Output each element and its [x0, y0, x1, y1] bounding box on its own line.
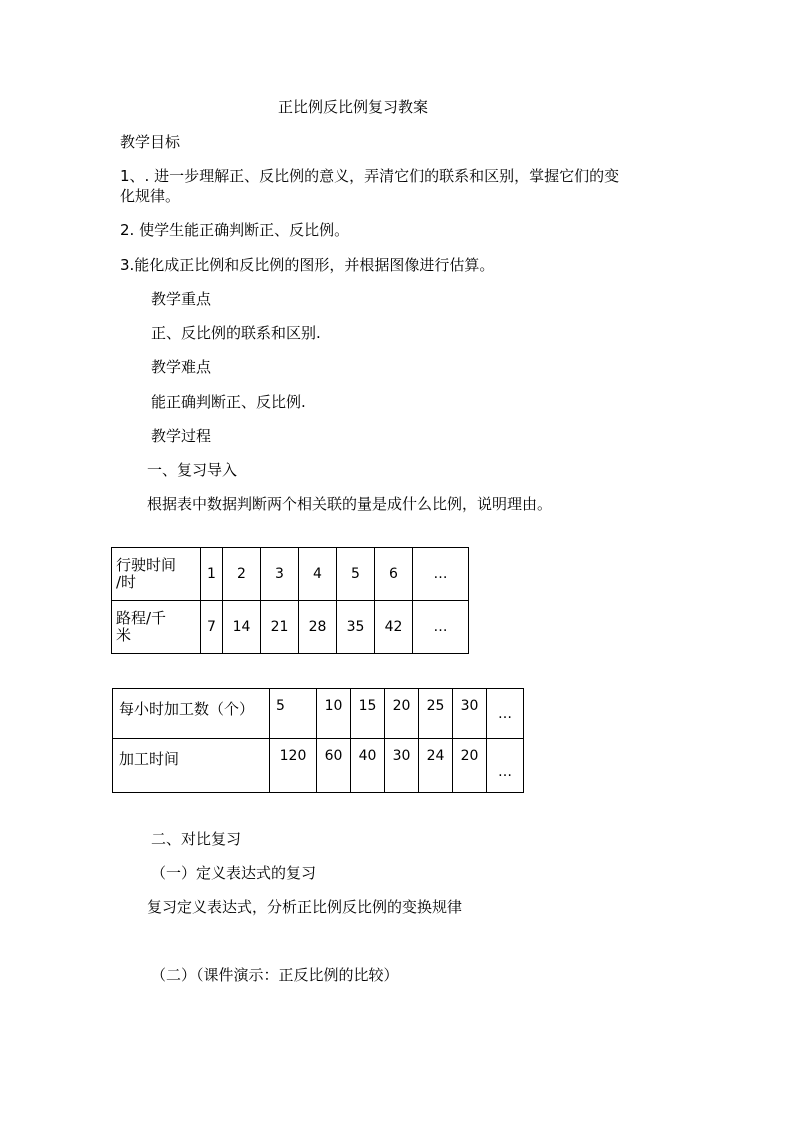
table-cell: 5 — [270, 689, 317, 739]
table-row — [112, 601, 469, 654]
table-row-header — [112, 548, 201, 601]
header-line: 米 — [116, 626, 132, 644]
table-cell-ellipsis: … — [487, 739, 524, 793]
difficulty-text: 能正确判断正、反比例. — [151, 393, 306, 411]
table-cell: 14 — [223, 601, 261, 654]
document-title: 正比例反比例复习教案 — [278, 98, 429, 116]
table-cell: 15 — [351, 689, 385, 739]
table-cell: 30 — [453, 689, 487, 739]
objective-1-line2: 化规律。 — [120, 187, 181, 205]
table-cell: 20 — [385, 689, 419, 739]
table-cell: 30 — [385, 739, 419, 793]
difficulty-heading: 教学难点 — [151, 358, 212, 376]
objectives-heading: 教学目标 — [120, 133, 181, 151]
production-rate-table — [112, 688, 524, 793]
table-cell: 1 — [201, 548, 223, 601]
table-cell-ellipsis: … — [413, 601, 469, 654]
table-row — [112, 548, 469, 601]
table-cell: 5 — [337, 548, 375, 601]
table-cell: 42 — [375, 601, 413, 654]
table-cell: 6 — [375, 548, 413, 601]
table-cell: 3 — [261, 548, 299, 601]
subsection-1-text: 复习定义表达式，分析正比例反比例的变换规律 — [147, 898, 463, 916]
key-points-text: 正、反比例的联系和区别. — [151, 324, 321, 342]
table-cell: 21 — [261, 601, 299, 654]
table-cell: 4 — [299, 548, 337, 601]
subsection-2-heading: （二）（课件演示：正反比例的比较） — [151, 966, 399, 984]
objective-2: 2. 使学生能正确判断正、反比例。 — [120, 221, 350, 239]
table-cell: 35 — [337, 601, 375, 654]
table-cell-ellipsis: … — [487, 689, 524, 739]
process-heading: 教学过程 — [151, 427, 212, 445]
section-1-text: 根据表中数据判断两个相关联的量是成什么比例，说明理由。 — [147, 495, 553, 513]
subsection-1-heading: （一）定义表达式的复习 — [151, 864, 317, 882]
table-cell-ellipsis: … — [413, 548, 469, 601]
table-cell: 10 — [317, 689, 351, 739]
table-cell: 2 — [223, 548, 261, 601]
objective-1-line1: 1、. 进一步理解正、反比例的意义，弄清它们的联系和区别，掌握它们的变 — [120, 167, 620, 185]
table-cell: 28 — [299, 601, 337, 654]
section-2-heading: 二、对比复习 — [151, 830, 242, 848]
header-line: 路程/千 — [116, 609, 167, 627]
key-points-heading: 教学重点 — [151, 290, 212, 308]
objective-3: 3.能化成正比例和反比例的图形，并根据图像进行估算。 — [120, 256, 495, 274]
table-cell: 24 — [419, 739, 453, 793]
table-cell: 60 — [317, 739, 351, 793]
table-row-header: 加工时间 — [113, 739, 270, 793]
section-1-heading: 一、复习导入 — [147, 461, 238, 479]
table-row — [113, 739, 524, 793]
table-cell: 40 — [351, 739, 385, 793]
table-row-header — [112, 601, 201, 654]
table-cell: 7 — [201, 601, 223, 654]
table-cell: 20 — [453, 739, 487, 793]
table-cell: 25 — [419, 689, 453, 739]
table-row-header: 每小时加工数（个） — [113, 689, 270, 739]
header-line: /时 — [116, 573, 137, 591]
table-row — [113, 689, 524, 739]
table-cell: 120 — [270, 739, 317, 793]
header-line: 行驶时间 — [116, 556, 177, 574]
speed-distance-table — [111, 547, 469, 654]
